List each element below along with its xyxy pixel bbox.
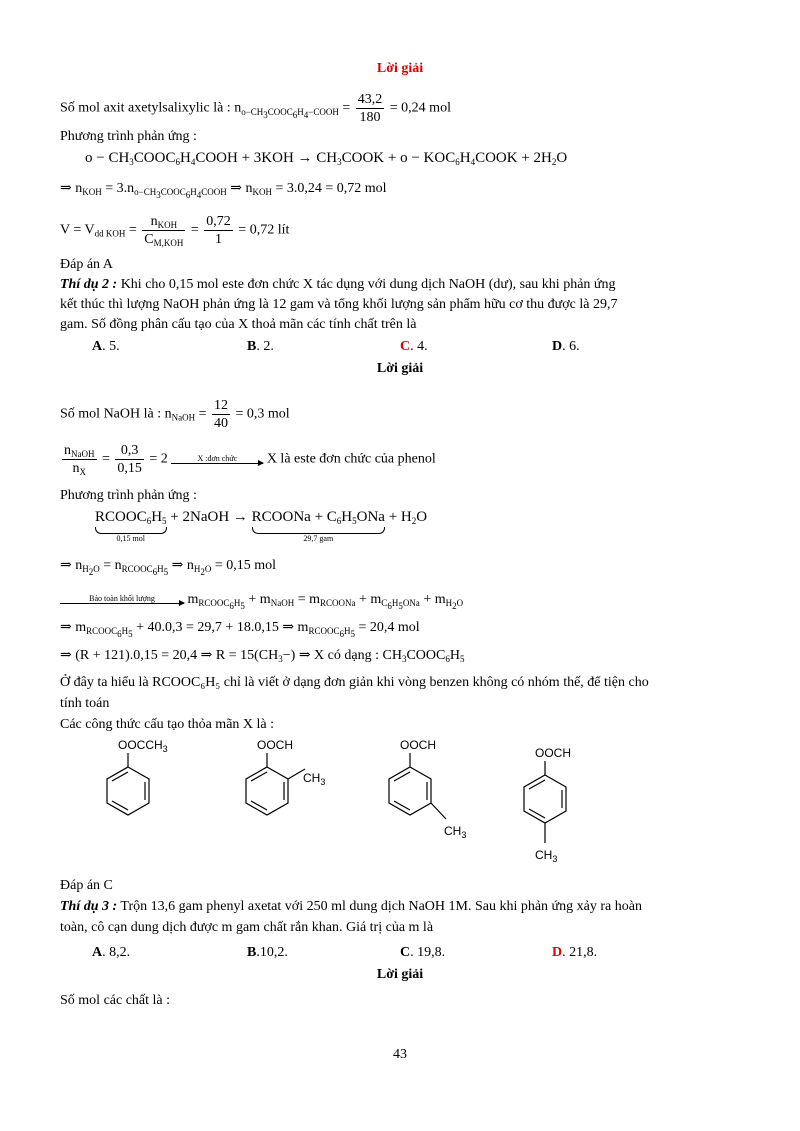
equation-r: ⇒ (R + 121).0,15 = 20,4 ⇒ $R = 15(CH_3-)$ ⇒ X có dạng : $CH_3COOC_6H_5$ <box>60 648 465 664</box>
option-c-3: C. 19,8. <box>400 945 446 960</box>
page-number: 43 <box>393 1047 407 1062</box>
example-2-line-2: kết thúc thì lượng NaOH phản ứng là 12 gam và tổng khối lượng sản phẩm hữu cơ thu được là 29,7 <box>60 297 618 312</box>
svg-text:CH3: $CH_3$ <box>303 771 326 787</box>
svg-text:OOCH: OOCH <box>257 738 293 752</box>
mol-aspirin-line: Số mol axit axetylsalixylic là : $n_{o-CH_3COOC_6H_4-COOH}$ = $\frac{43,2}{180}$ = 0,24 mol <box>60 92 451 125</box>
mol-naoh-line: Số mol NaOH là : $n_{NaOH}$ = $\frac{12}{40}$ = 0,3 mol <box>60 398 290 431</box>
option-b: B. 2. <box>247 339 274 354</box>
option-a: A. 5. <box>92 339 120 354</box>
mol-chat-line: Số mol các chất là : <box>60 993 171 1008</box>
option-a-3: A. 8,2. <box>92 945 131 960</box>
ratio-line: $\frac{n_{NaOH}}{n_X}$ = $\frac{0,3}{0,15}$ = 2 X :đơn chức X là este đơn chức của phenol <box>64 443 436 477</box>
svg-text:CH3: $CH_3$ <box>535 848 558 864</box>
example-3-line-2: toàn, cô cạn dung dịch được m gam chất rắn khan. Giá trị của m là <box>60 920 434 935</box>
example-2-line-1: Thí dụ 2 : Khi cho 0,15 mol este đơn chức X tác dụng với dung dịch NaOH (dư), sau khi phản ứng <box>60 277 616 292</box>
svg-text:OOCH: OOCH <box>535 746 571 760</box>
ctct-label: Các công thức cấu tạo thỏa mãn X là : <box>60 717 275 732</box>
pt-label-1: Phương trình phản ứng : <box>60 129 197 144</box>
option-c: C. 4. <box>400 339 428 354</box>
structure-phenyl-acetate <box>90 735 180 835</box>
example-2-line-3: gam. Số đồng phân cấu tạo của X thoả mãn các tính chất trên là <box>60 317 417 332</box>
solution-heading-3: Lời giải <box>376 967 424 982</box>
equation-volume: $V = V_{dd KOH}$ = $\frac{n_{KOH}}{C_{M,KOH}}$ = $\frac{0,72}{1}$ = 0,72 lít <box>60 214 290 248</box>
equation-aspirin-koh: $o - CH_3COOC_6H_4COOH + 3KOH$ → $CH_3COOK + o$ − $KOC_6H_4COOK + 2H_2O$ <box>85 150 568 167</box>
fraction: $\frac{43,2}{180}$ <box>357 92 383 125</box>
solution-heading-1: Lời giải <box>376 61 424 76</box>
equation-mass-calc: ⇒ $m_{RCOOC_6H_5} + 40.0,3 = 29,7 + 18.0,15$ ⇒ $m_{RCOOC_6H_5} = 20,4$ mol <box>60 620 420 639</box>
solution-heading-2: Lời giải <box>376 361 424 376</box>
pt-label-2: Phương trình phản ứng : <box>60 488 197 503</box>
equation-nkoh: ⇒ $n_{KOH} = 3.n_{o-CH_3COOC_6H_4COOH}$ ⇒ $n_{KOH} = 3.0,24 = 0,72$ mol <box>60 181 387 200</box>
answer-2: Đáp án C <box>60 878 113 893</box>
svg-text:OOCH: OOCH <box>400 738 436 752</box>
svg-text:CH3: $CH_3$ <box>444 824 467 840</box>
equation-ester-naoh: $RCOOC_6H_5$ 0,15 mol + 2NaOH → RCOONa + $C_6H_5ONa$ 29,7 gam + $H_2O$ <box>95 509 428 543</box>
structure-m-cresyl-formate <box>370 735 490 845</box>
note-line-1: Ở đây ta hiểu là RCOOC₆H₅ chỉ là viết ở dạng đơn giản khi vòng benzen không có nhóm thế, để tiện cho <box>60 675 649 690</box>
option-d-3: D. 21,8. <box>552 945 598 960</box>
equation-mass-balance: Bảo toàn khối lượng $m_{RCOOC_6H_5} + m_{NaOH} = m_{RCOONa} + m_{C_6H_5ONa} + m_{H_2O}$ <box>60 591 463 609</box>
example-3-line-1: Thí dụ 3 : Trộn 13,6 gam phenyl axetat với 250 ml dung dịch NaOH 1M. Sau khi phản ứng xảy ra hoàn <box>60 899 642 914</box>
answer-1: Đáp án A <box>60 257 113 272</box>
structure-o-cresyl-formate <box>225 735 345 835</box>
option-b-3: B.10,2. <box>247 945 288 960</box>
option-d: D. 6. <box>552 339 580 354</box>
note-line-2: tính toán <box>60 696 110 711</box>
structure-p-cresyl-formate <box>510 735 600 870</box>
svg-text:OOCCH3: $OOCCH_3$ <box>118 738 168 754</box>
equation-nh2o: ⇒ $n_{H_2O} = n_{RCOOC_6H_5}$ ⇒ $n_{H_2O} = 0,15$ mol <box>60 558 277 577</box>
